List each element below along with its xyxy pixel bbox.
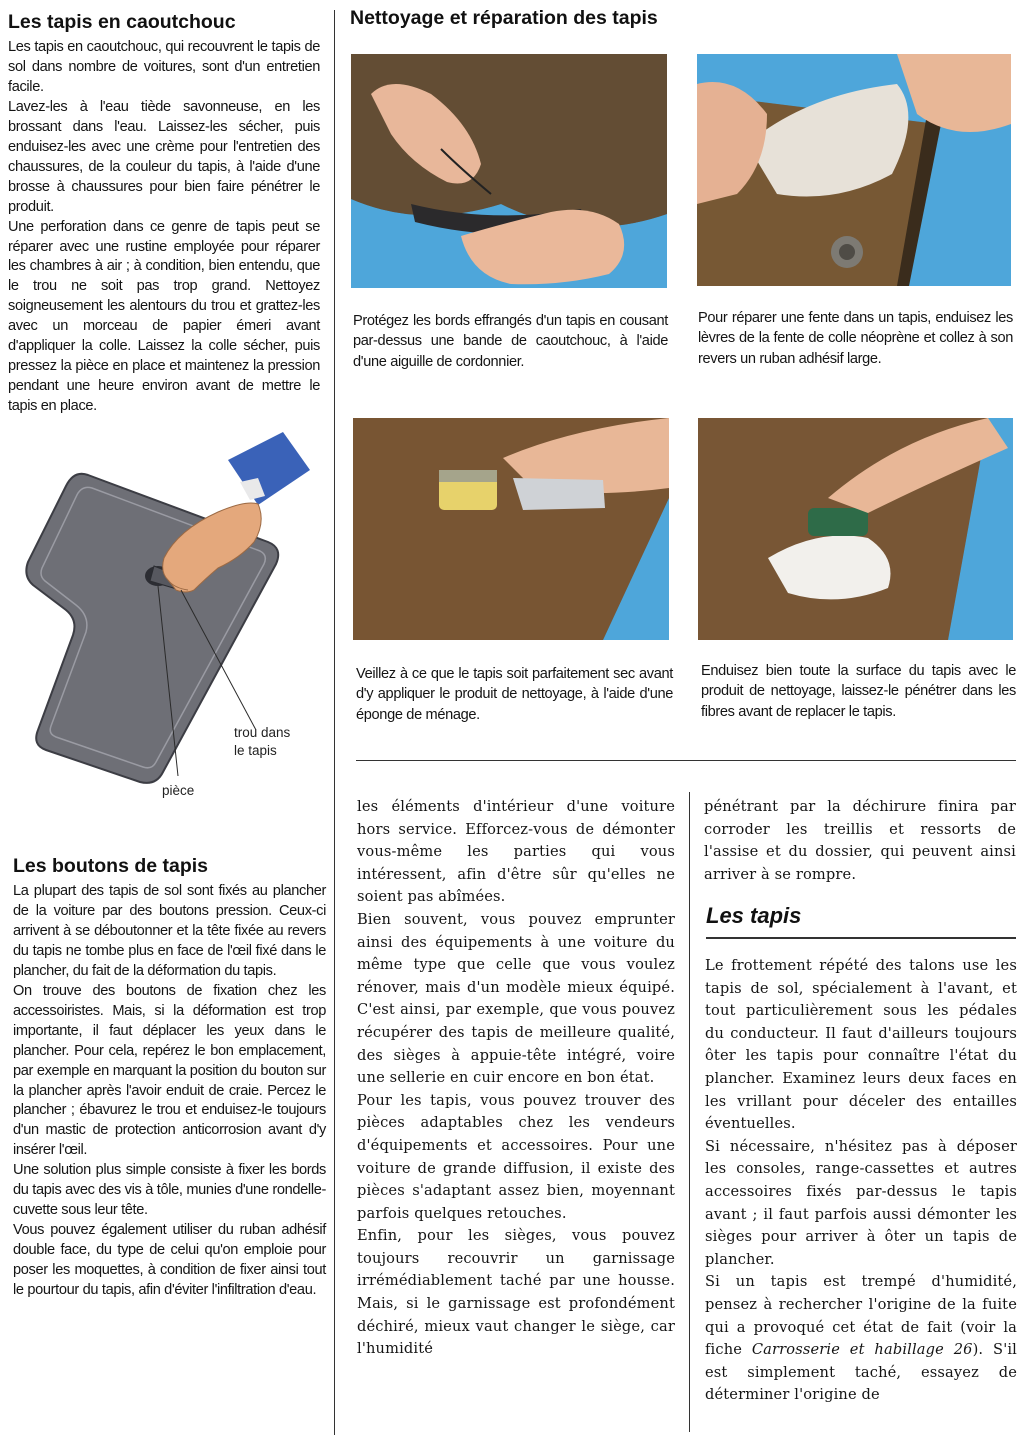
- caption-4: Enduisez bien toute la surface du tapis avec le produit de nettoyage, laissez-le pénétrer dans les fibres avant de replacer le tapis.: [701, 663, 1016, 720]
- caption-2: Pour réparer une fente dans un tapis, enduisez les lèvres de la fente de colle néoprène et collez à son revers un ruban adhésif large.: [698, 310, 1013, 367]
- label-patch: pièce: [162, 783, 195, 798]
- cross-reference: Carrosserie et habillage 26: [751, 1341, 973, 1359]
- paragraph: Une perforation dans ce genre de tapis peut se réparer avec une rustine employée pour réparer les chambres à air ; à condition, bien entendu, que le trou ne soit pas trop grand. Nettoyez soigneusement les alentours du trou et grattez-les avec un morceau de papier émeri avant d'appliquer la colle. Laissez la colle sécher, puis pressez la pièce en place et maintenez la pression pendant une heure environ avant de mettre le tapis en place.: [8, 218, 320, 415]
- photo-repair-slit: [697, 54, 1011, 286]
- label-hole-line1: trou dans: [234, 725, 291, 740]
- section-title-rubber-mats: Les tapis en caoutchouc: [8, 11, 236, 33]
- mat-buttons-text: [13, 882, 326, 1301]
- paragraph: On trouve des boutons de fixation chez les accessoiristes. Mais, si la déformation est trop importante, il faut déplacer les yeux dans le plancher. Pour cela, repérez le bon emplacement, par exemple en marquant la position du bouton sur la plancher après l'avoir enduit de craie. Percez le plancher ; ébavurez le trou et enduisez-le toujours d'un mastic de protection anticorrosion avant d'y insérer l'œil.: [13, 982, 326, 1159]
- paragraph: Si nécessaire, n'hésitez pas à déposer les consoles, range-cassettes et autres accessoires fixés par-dessus le tapis avant ; il faut parfois aussi démonter les sièges pour arriver à ôter un tapis de plancher.: [705, 1137, 1017, 1268]
- rubber-mat-illustration: [18, 430, 323, 810]
- paragraph: les éléments d'intérieur d'une voiture hors service. Efforcez-vous de démonter vous-même les parties qui vous intéressent, afin d'être sûr qu'elles ne soient pas abîmées.: [357, 798, 675, 906]
- paragraph: Une solution plus simple consiste à fixer les bords du tapis avec des vis à tôle, munies d'une rondelle-cuvette sous leur tête.: [13, 1162, 326, 1219]
- rubber-mats-text: [8, 38, 320, 417]
- photo-spreading-product: [698, 418, 1013, 640]
- column-divider: [334, 10, 335, 1435]
- paragraph: La plupart des tapis de sol sont fixés au plancher de la voiture par des boutons pression. Ceux-ci arrivent à se déboutonner et la tête fixée au revers du tapis ne tombe plus en face de l'œil fixé dans le plancher, du fait de la déformation du tapis.: [13, 883, 326, 979]
- section-title-cleaning: Nettoyage et réparation des tapis: [350, 7, 658, 29]
- paragraph: pénétrant par la déchirure finira par corroder les treillis et ressorts de l'assise et du dossier, qui peuvent ainsi arriver à se rompre.: [704, 798, 1016, 883]
- middle-body-text: [357, 796, 675, 1361]
- paragraph: Pour les tapis, vous pouvez trouver des pièces adaptables chez les vendeurs d'équipements et accessoires. Pour une voiture de grande diffusion, il existe des pièces s'adaptant assez bien, moyennant parfois quelques retouches.: [357, 1091, 675, 1222]
- caption-1: Protégez les bords effrangés d'un tapis en cousant par-dessus une bande de caoutchouc, à l'aide d'une aiguille de cordonnier.: [353, 313, 668, 370]
- paragraph: Vous pouvez également utiliser du ruban adhésif double face, du type de celui qu'on emploie pour poser les moquettes, à condition de fixer ainsi tout le pourtour du tapis, afin d'éviter l'infiltration d'eau.: [13, 1222, 326, 1299]
- section-title-mat-buttons: Les boutons de tapis: [13, 855, 209, 877]
- paragraph: Les tapis en caoutchouc, qui recouvrent le tapis de sol dans nombre de voitures, sont d'un entretien facile.: [8, 39, 320, 95]
- caption-3: Veillez à ce que le tapis soit parfaitement sec avant d'y appliquer le produit de nettoyage, à l'aide d'une éponge de ménage.: [356, 666, 673, 723]
- horizontal-divider: [356, 760, 1016, 761]
- label-hole-line2: le tapis: [234, 743, 277, 758]
- right-top-text: [704, 796, 1016, 886]
- title-underline: [706, 937, 1016, 939]
- paragraph: Enfin, pour les sièges, vous pouvez toujours recouvrir un garnissage irrémédiablement taché par une housse. Mais, si le garnissage est profondément déchiré, mieux vaut changer le siège, car l'humidité: [357, 1227, 675, 1358]
- paragraph: Le frottement répété des talons use les tapis de sol, spécialement à l'avant, et tout particulièrement sous les pédales du conducteur. Il faut d'ailleurs toujours ôter les tapis pour connaître l'état du plancher. Examinez leurs deux faces en les vrillant pour déceler des entailles éventuelles.: [705, 957, 1017, 1133]
- rubber-mat-drawing: [18, 430, 323, 810]
- paragraph: Bien souvent, vous pouvez emprunter ainsi des équipements à une voiture du même type que celle que vous voulez rénover, mais d'un modèle mieux équipé. C'est ainsi, par exemple, que vous pouvez récupérer des tapis de meilleure qualité, des sièges à appuie-tête intégré, voire une sellerie en cuir encore en bon état.: [357, 910, 675, 1087]
- mats-body-text: [705, 955, 1017, 1407]
- paragraph: Lavez-les à l'eau tiède savonneuse, en les brossant dans l'eau. Laissez-les sécher, puis enduisez-les avec une crème pour l'entretien des chaussures, de la couleur du tapis, à l'aide d'une brosse à chaussures pour bien faire pénétrer le produit.: [8, 98, 320, 215]
- paragraph: [705, 1271, 1017, 1407]
- section-title-mats: Les tapis: [706, 903, 802, 928]
- photo-sewing-mat-edge: [351, 54, 667, 288]
- photo-sponge-product: [353, 418, 669, 640]
- column-divider: [689, 792, 690, 1432]
- text-run: Si un tapis est trempé d'humidité, pensez à rechercher l'origine de la fuite qui a provoqué cet état de fait (voir la fiche: [705, 1273, 1017, 1359]
- text-run: ). S'il est simplement taché, essayez de déterminer l'origine de: [705, 1341, 1017, 1404]
